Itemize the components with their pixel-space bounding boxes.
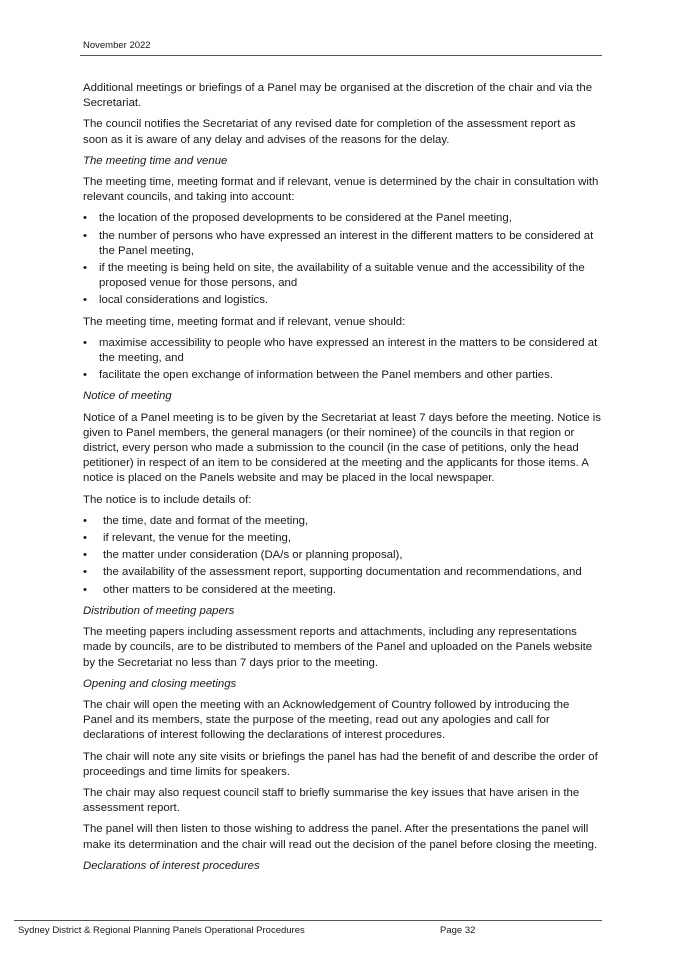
list-item: • the time, date and format of the meeting, bbox=[83, 514, 601, 529]
list-item: • if the meeting is being held on site, the availability of a suitable venue and the accessibility of the proposed venue for those persons, and bbox=[83, 261, 601, 291]
paragraph: The notice is to include details of: bbox=[83, 493, 252, 506]
bullet-list bbox=[83, 336, 601, 384]
bullet-list bbox=[83, 211, 601, 308]
header-date: November 2022 bbox=[83, 40, 151, 51]
document-body bbox=[83, 81, 601, 880]
paragraph: The meeting papers including assessment reports and attachments, including any representations made by councils, are to be distributed to members of the Panel and uploaded on the Panels website by the Secretariat no less than 7 days prior to the meeting. bbox=[83, 626, 593, 669]
paragraph: Additional meetings or briefings of a Panel may be organised at the discretion of the chair and via the Secretariat. bbox=[83, 82, 593, 110]
list-item: • facilitate the open exchange of information between the Panel members and other parties. bbox=[83, 368, 601, 383]
list-item: • other matters to be considered at the meeting. bbox=[83, 583, 601, 598]
bullet-list bbox=[83, 514, 601, 598]
section-heading: Declarations of interest procedures bbox=[83, 859, 260, 872]
paragraph: The chair will note any site visits or briefings the panel has had the benefit of and describe the order of proceedings and time limits for speakers. bbox=[83, 750, 598, 778]
paragraph: The chair may also request council staff to briefly summarise the key issues that have arisen in the assessment report. bbox=[83, 786, 580, 815]
list-item: • maximise accessibility to people who have expressed an interest in the matters to be considered at the meeting, and bbox=[83, 336, 601, 366]
paragraph: Notice of a Panel meeting is to be given by the Secretariat at least 7 days before the meeting. Notice is given to Panel members, the general managers (or their nominee) of the councils in that region or district, every person who made a submission to the council (in the case of petitions, only the head petitioner) in respect of an item to be considered at the meeting and the applicants for those items. A notice is placed on the Panels website and may be placed in the local newspaper. bbox=[83, 411, 601, 485]
list-item: • local considerations and logistics. bbox=[83, 293, 601, 308]
footer-rule bbox=[14, 920, 602, 921]
header-rule bbox=[80, 55, 602, 56]
section-heading: The meeting time and venue bbox=[83, 154, 228, 167]
list-item: • the number of persons who have expressed an interest in the different matters to be considered at the Panel meeting, bbox=[83, 229, 601, 259]
paragraph: The chair will open the meeting with an Acknowledgement of Country followed by introducing the Panel and its members, state the purpose of the meeting, read out any apologies and call for declarations of interest following the declarations of interest procedures. bbox=[83, 698, 570, 742]
footer-document-title: Sydney District & Regional Planning Panels Operational Procedures bbox=[18, 925, 305, 936]
page-number: Page 32 bbox=[440, 925, 476, 936]
section-heading: Distribution of meeting papers bbox=[83, 604, 235, 617]
list-item: • if relevant, the venue for the meeting, bbox=[83, 531, 601, 546]
section-heading: Opening and closing meetings bbox=[83, 677, 237, 690]
list-item: • the location of the proposed developments to be considered at the Panel meeting, bbox=[83, 211, 601, 226]
paragraph: The panel will then listen to those wishing to address the panel. After the presentations the panel will make its determination and the chair will read out the decision of the panel before closing the meeting. bbox=[83, 823, 598, 851]
list-item: • the availability of the assessment report, supporting documentation and recommendations, and bbox=[83, 565, 601, 580]
paragraph: The meeting time, meeting format and if relevant, venue is determined by the chair in consultation with relevant councils, and taking into account: bbox=[83, 176, 599, 204]
list-item: • the matter under consideration (DA/s or planning proposal), bbox=[83, 548, 601, 563]
paragraph: The meeting time, meeting format and if relevant, venue should: bbox=[83, 315, 406, 328]
paragraph: The council notifies the Secretariat of any revised date for completion of the assessment report as soon as it is aware of any delay and advises of the reasons for the delay. bbox=[83, 118, 576, 146]
section-heading: Notice of meeting bbox=[83, 390, 172, 403]
